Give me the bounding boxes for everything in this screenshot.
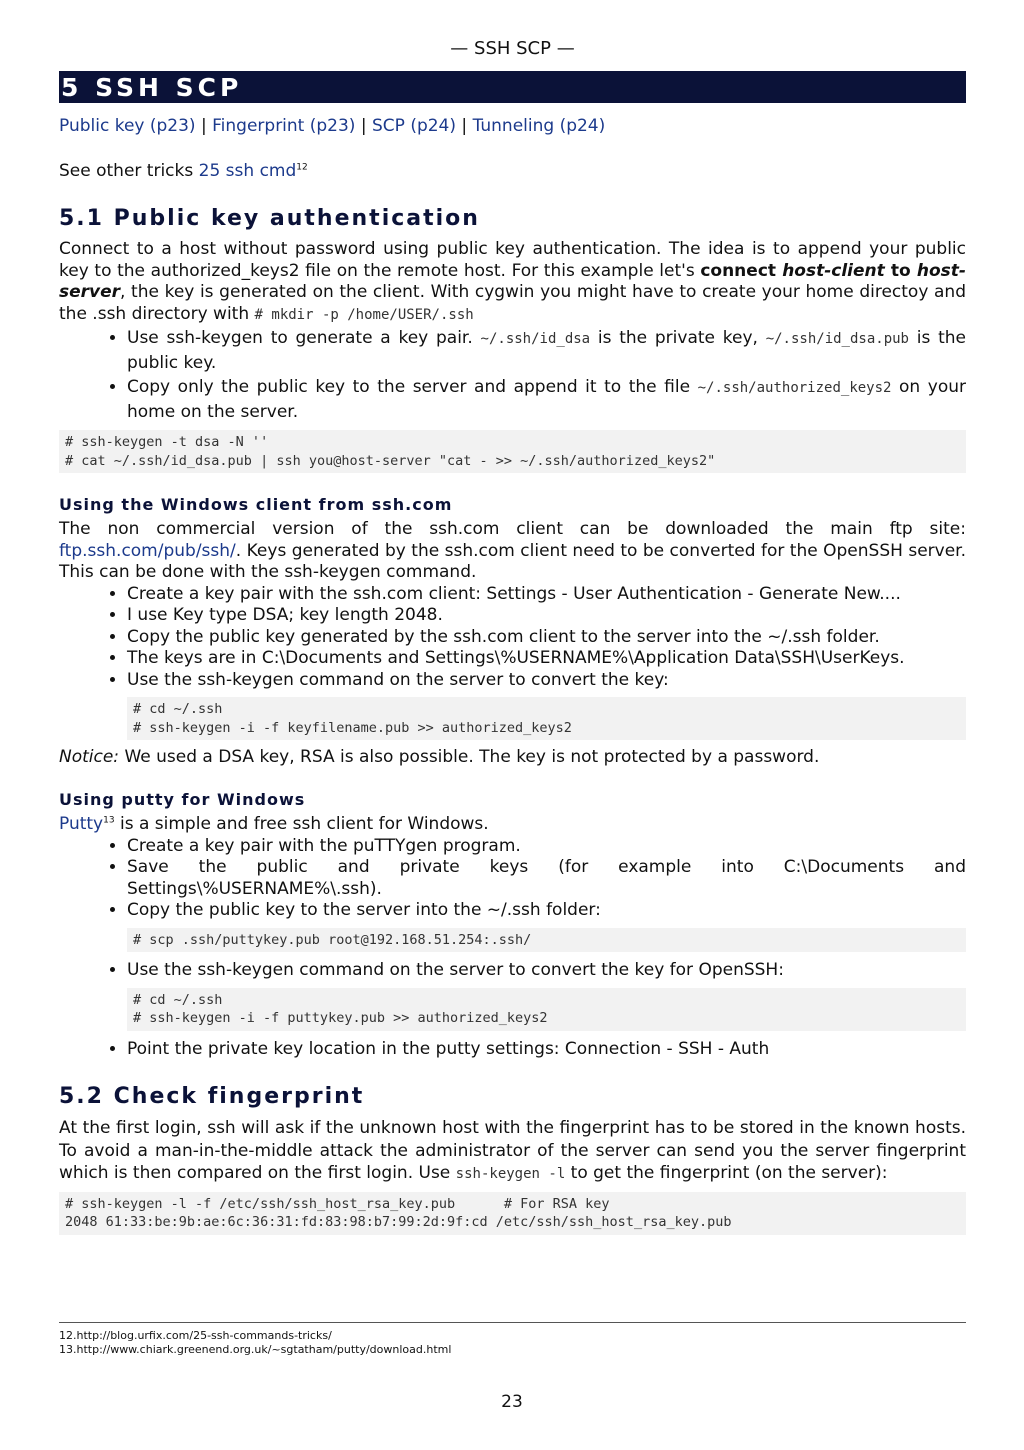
code-line: 2048 61:33:be:9b:ae:6c:36:31:fd:83:98:b7:99:2d:9f:cd /etc/ssh/ssh_host_rsa_key.pub <box>65 1214 732 1230</box>
inline-code: ssh-keygen -l <box>455 1166 566 1182</box>
bullet-list-putty-3 <box>59 1039 966 1061</box>
list-item <box>127 375 966 424</box>
list-item: • Use the ssh-keygen command on the server to convert the key: <box>127 670 966 692</box>
inline-code: ~/.ssh/id_dsa <box>480 331 591 347</box>
code-block-keygen <box>59 430 966 473</box>
page-number: 23 <box>501 1392 523 1412</box>
code-line: # ssh-keygen -i -f puttykey.pub >> authorized_keys2 <box>133 1010 548 1026</box>
inline-code: # mkdir -p /home/USER/.ssh <box>254 306 474 323</box>
footnote-ref[interactable]: 13 <box>103 815 115 826</box>
see-other-text: See other tricks <box>59 161 199 181</box>
list-item: • I use Key type DSA; key length 2048. <box>127 605 966 627</box>
footnote-12: 12.http://blog.urfix.com/25-ssh-commands-tricks/ <box>59 1329 332 1342</box>
text-bold: to <box>884 260 917 281</box>
list-item: • Use the ssh-keygen command on the server to convert the key for OpenSSH: <box>127 960 966 982</box>
paragraph-fingerprint <box>59 1117 966 1186</box>
see-other-line <box>59 160 966 182</box>
code-line: # cd ~/.ssh <box>133 701 223 717</box>
code-block-putty-convert <box>127 988 966 1031</box>
text: to get the fingerprint (on the server): <box>565 1163 888 1183</box>
notice-label: Notice: <box>59 747 120 767</box>
see-other-link[interactable]: 25 ssh cmd <box>198 161 297 181</box>
code-line: # ssh-keygen -i -f keyfilename.pub >> authorized_keys2 <box>133 719 572 736</box>
toc-separator: | <box>360 116 367 136</box>
toc-link-tunneling[interactable]: Tunneling (p24) <box>472 116 606 136</box>
code-line: # ssh-keygen -l -f /etc/ssh/ssh_host_rsa_key.pub # For RSA key <box>65 1195 610 1212</box>
text-bold-italic: host-client <box>782 260 885 281</box>
toc-link-scp[interactable]: SCP (p24) <box>372 116 457 136</box>
code-block-scp <box>127 928 966 953</box>
code-line: # scp .ssh/puttykey.pub root@192.168.51.254:.ssh/ <box>133 931 532 948</box>
inline-code: ~/.ssh/id_dsa.pub <box>765 331 909 347</box>
text: is a simple and free ssh client for Windows. <box>114 814 489 834</box>
footnote-ref[interactable]: 12 <box>296 162 308 173</box>
running-header: — SSH SCP — <box>450 38 575 59</box>
text-bold: connect <box>700 260 783 281</box>
ftp-link[interactable]: ftp.ssh.com/pub/ssh/ <box>59 540 236 561</box>
list-item: • The keys are in C:\Documents and Settings\%USERNAME%\Application Data\SSH\UserKeys. <box>127 648 966 670</box>
list-item: • Point the private key location in the putty settings: Connection - SSH - Auth <box>127 1039 966 1061</box>
bullet-list-putty-2 <box>59 960 966 982</box>
putty-link[interactable]: Putty <box>59 814 104 834</box>
subsection-title-windows-client: Using the Windows client from ssh.com <box>59 495 453 514</box>
notice-paragraph <box>59 746 966 768</box>
section-title-public-key: 5.1 Public key authentication <box>59 206 480 231</box>
list-item: • Create a key pair with the puTTYgen program. <box>127 836 966 858</box>
notice-text: We used a DSA key, RSA is also possible. The key is not protected by a password. <box>119 747 820 767</box>
code-line: # cd ~/.ssh <box>133 991 223 1008</box>
text: , the key is generated on the client. With cygwin you might have to create your home directoy and the .ssh directory with <box>59 282 966 324</box>
code-line: # cat ~/.ssh/id_dsa.pub | ssh you@host-server "cat - >> ~/.ssh/authorized_keys2" <box>65 452 716 469</box>
text: Use ssh-keygen to generate a key pair. <box>127 328 481 348</box>
toc-link-fingerprint[interactable]: Fingerprint (p23) <box>212 116 356 136</box>
list-item: • Copy the public key to the server into the ~/.ssh folder: <box>127 900 966 922</box>
list-item <box>127 326 966 375</box>
paragraph-putty <box>59 814 966 836</box>
toc-separator: | <box>461 116 468 136</box>
list-item: • Copy the public key generated by the ssh.com client to the server into the ~/.ssh folder. <box>127 627 966 649</box>
code-block-convert-key <box>127 697 966 740</box>
inline-code: ~/.ssh/authorized_keys2 <box>697 380 892 396</box>
bullet-list-windows-client <box>59 584 966 692</box>
text-bold-italic: host-server <box>59 260 966 302</box>
code-block-fingerprint <box>59 1192 966 1235</box>
footnote-13: 13.http://www.chiark.greenend.org.uk/~sgtatham/putty/download.html <box>59 1343 452 1356</box>
text: At the first login, ssh will ask if the unknown host with the fingerprint has to be stored in the known hosts. To avoid a man-in-the-middle attack the administrator of the server can send you the server fingerprint which is then compared on the first login. Use <box>59 1118 966 1183</box>
chapter-title: 5 SSH SCP <box>59 71 966 103</box>
footnotes <box>59 1322 966 1357</box>
toc-link-public-key[interactable]: Public key (p23) <box>59 116 196 136</box>
text: on your home on the server. <box>127 377 966 422</box>
text: is the private key, <box>590 328 766 348</box>
code-line: # ssh-keygen -t dsa -N '' <box>65 434 269 450</box>
text: . Keys generated by the ssh.com client need to be converted for the OpenSSH server. This can be done with the ssh-keygen command. <box>59 540 966 582</box>
chapter-toc <box>59 115 966 137</box>
subsection-title-putty: Using putty for Windows <box>59 790 306 809</box>
list-item: • Create a key pair with the ssh.com client: Settings - User Authentication - Generate New.... <box>127 584 966 606</box>
text: The non commercial version of the ssh.com client can be downloaded the main ftp site: <box>59 519 966 539</box>
text: Copy only the public key to the server and append it to the file <box>127 377 698 397</box>
paragraph-public-key-intro <box>59 239 966 326</box>
bullet-list-public-key <box>59 326 966 424</box>
page-content <box>59 0 966 1235</box>
bullet-list-putty <box>59 836 966 922</box>
paragraph-windows-client <box>59 519 966 584</box>
toc-separator: | <box>200 116 207 136</box>
text: is the public key. <box>127 328 966 373</box>
list-item: • Save the public and private keys (for example into C:\Documents and Settings\%USERNAME%\.ssh). <box>127 857 966 900</box>
text: Connect to a host without password using public key authentication. The idea is to append your public key to the authorized_keys2 file on the remote host. For this example let's <box>59 239 966 281</box>
section-title-fingerprint: 5.2 Check fingerprint <box>59 1084 365 1109</box>
